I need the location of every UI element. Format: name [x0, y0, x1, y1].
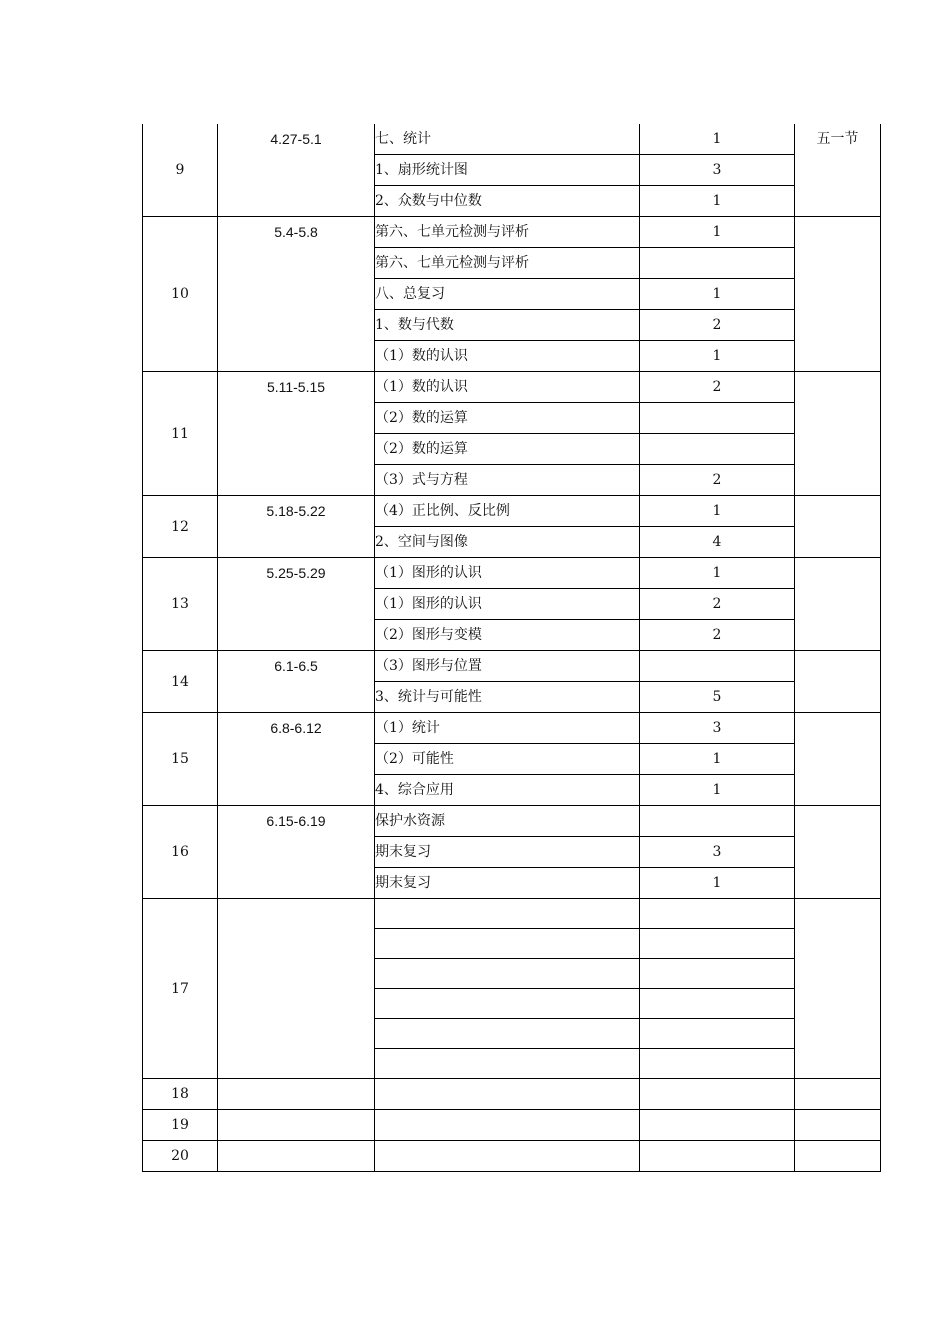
- hours-cell: 1: [640, 868, 795, 899]
- date-range-cell: [218, 1110, 375, 1141]
- content-cell: 七、统计: [375, 124, 640, 155]
- remark-cell: 五一节: [795, 124, 881, 217]
- week-number-cell: 9: [143, 124, 218, 217]
- content-cell: 3、统计与可能性: [375, 682, 640, 713]
- content-cell: （1）数的认识: [375, 341, 640, 372]
- content-cell: 期末复习: [375, 868, 640, 899]
- remark-cell: [795, 806, 881, 899]
- date-range-cell: 5.11-5.15: [218, 372, 375, 496]
- content-cell: 八、总复习: [375, 279, 640, 310]
- hours-cell: [640, 248, 795, 279]
- hours-cell: 3: [640, 155, 795, 186]
- hours-cell: 2: [640, 310, 795, 341]
- teaching-schedule-table: [142, 124, 881, 1172]
- hours-cell: [640, 899, 795, 929]
- hours-cell: 4: [640, 527, 795, 558]
- hours-cell: 2: [640, 620, 795, 651]
- hours-cell: [640, 806, 795, 837]
- content-cell: 第六、七单元检测与评析: [375, 248, 640, 279]
- content-cell: 第六、七单元检测与评析: [375, 217, 640, 248]
- date-range-cell: [218, 1079, 375, 1110]
- date-range-cell: 6.8-6.12: [218, 713, 375, 806]
- content-cell: [375, 1141, 640, 1172]
- content-cell: （1）数的认识: [375, 372, 640, 403]
- week-number-cell: 17: [143, 899, 218, 1079]
- hours-cell: 3: [640, 837, 795, 868]
- table-row: [143, 217, 881, 248]
- hours-cell: [640, 403, 795, 434]
- date-range-cell: 6.1-6.5: [218, 651, 375, 713]
- remark-cell: [795, 713, 881, 806]
- content-cell: [375, 1019, 640, 1049]
- content-cell: （3）式与方程: [375, 465, 640, 496]
- remark-cell: [795, 496, 881, 558]
- date-range-cell: 4.27-5.1: [218, 124, 375, 217]
- week-number-cell: 19: [143, 1110, 218, 1141]
- content-cell: [375, 929, 640, 959]
- remark-cell: [795, 217, 881, 372]
- week-number-cell: 15: [143, 713, 218, 806]
- week-number-cell: 16: [143, 806, 218, 899]
- table-row: [143, 496, 881, 527]
- hours-cell: 1: [640, 496, 795, 527]
- table-row: [143, 124, 881, 155]
- remark-cell: [795, 899, 881, 1079]
- content-cell: [375, 989, 640, 1019]
- date-range-cell: [218, 1141, 375, 1172]
- remark-cell: [795, 1110, 881, 1141]
- week-number-cell: 11: [143, 372, 218, 496]
- hours-cell: [640, 1049, 795, 1079]
- remark-cell: [795, 372, 881, 496]
- hours-cell: 1: [640, 744, 795, 775]
- hours-cell: 1: [640, 186, 795, 217]
- week-number-cell: 12: [143, 496, 218, 558]
- hours-cell: [640, 989, 795, 1019]
- remark-cell: [795, 558, 881, 651]
- hours-cell: 2: [640, 465, 795, 496]
- hours-cell: 1: [640, 217, 795, 248]
- hours-cell: [640, 959, 795, 989]
- content-cell: 保护水资源: [375, 806, 640, 837]
- week-number-cell: 18: [143, 1079, 218, 1110]
- table-row: [143, 713, 881, 744]
- content-cell: 2、空间与图像: [375, 527, 640, 558]
- hours-cell: [640, 651, 795, 682]
- content-cell: 4、综合应用: [375, 775, 640, 806]
- content-cell: [375, 899, 640, 929]
- content-cell: [375, 1079, 640, 1110]
- hours-cell: 1: [640, 279, 795, 310]
- content-cell: 2、众数与中位数: [375, 186, 640, 217]
- hours-cell: [640, 1141, 795, 1172]
- hours-cell: 3: [640, 713, 795, 744]
- content-cell: 1、数与代数: [375, 310, 640, 341]
- table-row: [143, 1110, 881, 1141]
- content-cell: （3）图形与位置: [375, 651, 640, 682]
- content-cell: （1）图形的认识: [375, 589, 640, 620]
- date-range-cell: [218, 899, 375, 1079]
- hours-cell: 1: [640, 124, 795, 155]
- content-cell: 期末复习: [375, 837, 640, 868]
- hours-cell: [640, 1019, 795, 1049]
- content-cell: （2）数的运算: [375, 403, 640, 434]
- remark-cell: [795, 651, 881, 713]
- hours-cell: 5: [640, 682, 795, 713]
- content-cell: （2）数的运算: [375, 434, 640, 465]
- hours-cell: [640, 929, 795, 959]
- hours-cell: 1: [640, 558, 795, 589]
- table-row: [143, 558, 881, 589]
- table-row: [143, 899, 881, 929]
- content-cell: （4）正比例、反比例: [375, 496, 640, 527]
- content-cell: （2）图形与变模: [375, 620, 640, 651]
- table-row: [143, 806, 881, 837]
- content-cell: [375, 1049, 640, 1079]
- hours-cell: 2: [640, 589, 795, 620]
- date-range-cell: 5.18-5.22: [218, 496, 375, 558]
- remark-cell: [795, 1141, 881, 1172]
- hours-cell: 2: [640, 372, 795, 403]
- table-row: [143, 651, 881, 682]
- week-number-cell: 20: [143, 1141, 218, 1172]
- table-row: [143, 1141, 881, 1172]
- hours-cell: [640, 1110, 795, 1141]
- hours-cell: 1: [640, 341, 795, 372]
- week-number-cell: 13: [143, 558, 218, 651]
- content-cell: （1）图形的认识: [375, 558, 640, 589]
- content-cell: 1、扇形统计图: [375, 155, 640, 186]
- hours-cell: 1: [640, 775, 795, 806]
- table-row: [143, 372, 881, 403]
- table-row: [143, 1079, 881, 1110]
- week-number-cell: 14: [143, 651, 218, 713]
- date-range-cell: 5.25-5.29: [218, 558, 375, 651]
- content-cell: [375, 1110, 640, 1141]
- hours-cell: [640, 434, 795, 465]
- week-number-cell: 10: [143, 217, 218, 372]
- remark-cell: [795, 1079, 881, 1110]
- date-range-cell: 6.15-6.19: [218, 806, 375, 899]
- hours-cell: [640, 1079, 795, 1110]
- content-cell: （1）统计: [375, 713, 640, 744]
- content-cell: （2）可能性: [375, 744, 640, 775]
- date-range-cell: 5.4-5.8: [218, 217, 375, 372]
- content-cell: [375, 959, 640, 989]
